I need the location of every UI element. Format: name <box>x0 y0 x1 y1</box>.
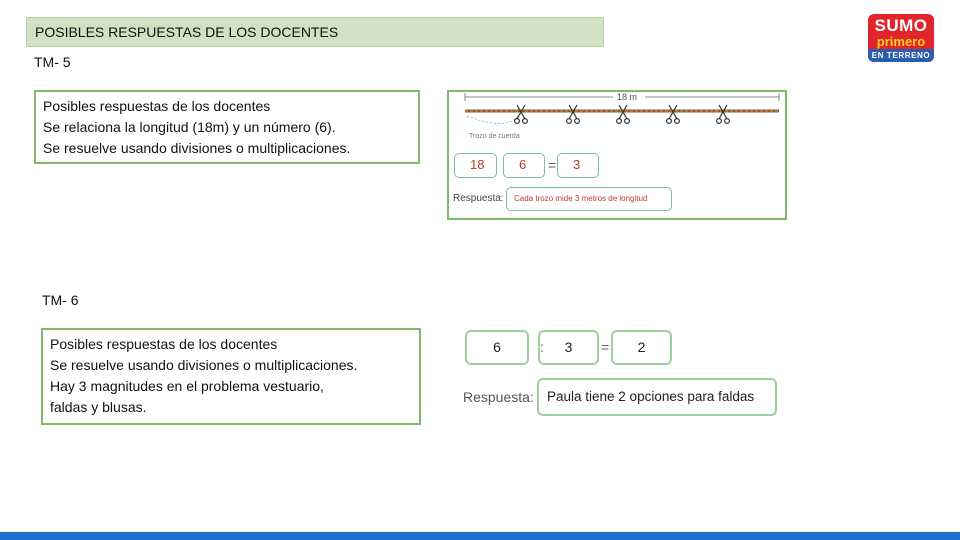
dividend-box: 6 <box>465 330 529 365</box>
divisor-box: 6 <box>503 153 545 178</box>
tm6-line-2: Se resuelve usando divisiones o multiplicaciones. <box>50 357 358 373</box>
result-box: 2 <box>611 330 672 365</box>
length-label: 18 m <box>617 92 638 102</box>
rope-label: Trozo de cuerda <box>469 133 520 140</box>
tm5-figure <box>447 90 787 220</box>
scissors-icon <box>717 105 730 123</box>
answer-box: Paula tiene 2 opciones para faldas <box>537 378 777 416</box>
tm5-line-2: Se relaciona la longitud (18m) y un número (6). <box>43 119 336 135</box>
answer-box: Cada trozo mide 3 metros de longitud <box>506 187 672 211</box>
page-title: POSIBLES RESPUESTAS DE LOS DOCENTES <box>26 17 604 47</box>
dividend-box: 18 <box>454 153 497 178</box>
tm6-line-4: faldas y blusas. <box>50 399 147 415</box>
equals-sign: = <box>548 157 557 173</box>
tm6-figure <box>458 318 794 430</box>
scissors-icon <box>667 105 680 123</box>
tm6-line-1: Posibles respuestas de los docentes <box>50 336 278 352</box>
division-sign: : <box>540 339 544 355</box>
divisor-box: 3 <box>538 330 599 365</box>
logo-line-2: primero <box>876 34 926 49</box>
scissors-icon <box>567 105 580 123</box>
result-box: 3 <box>557 153 599 178</box>
answer-label: Respuesta: <box>453 193 504 204</box>
scissors-icon <box>515 105 528 123</box>
tm5-label: TM- 5 <box>34 54 71 70</box>
bottom-accent-bar <box>0 532 960 540</box>
tm5-line-1: Posibles respuestas de los docentes <box>43 98 271 114</box>
tm5-line-3: Se resuelve usando divisiones o multiplicaciones. <box>43 140 351 156</box>
tm6-label: TM- 6 <box>42 292 79 308</box>
tm6-answer-textbox <box>41 328 421 425</box>
tm6-line-3: Hay 3 magnitudes en el problema vestuario, <box>50 378 324 394</box>
scissors-icon <box>617 105 630 123</box>
equals-sign: = <box>601 339 610 355</box>
logo-line-3: EN TERRENO <box>868 49 934 62</box>
answer-label: Respuesta: <box>463 389 534 405</box>
tm5-answer-textbox <box>34 90 420 164</box>
sumo-primero-logo <box>868 14 934 62</box>
logo-line-1: SUMO <box>874 16 928 35</box>
